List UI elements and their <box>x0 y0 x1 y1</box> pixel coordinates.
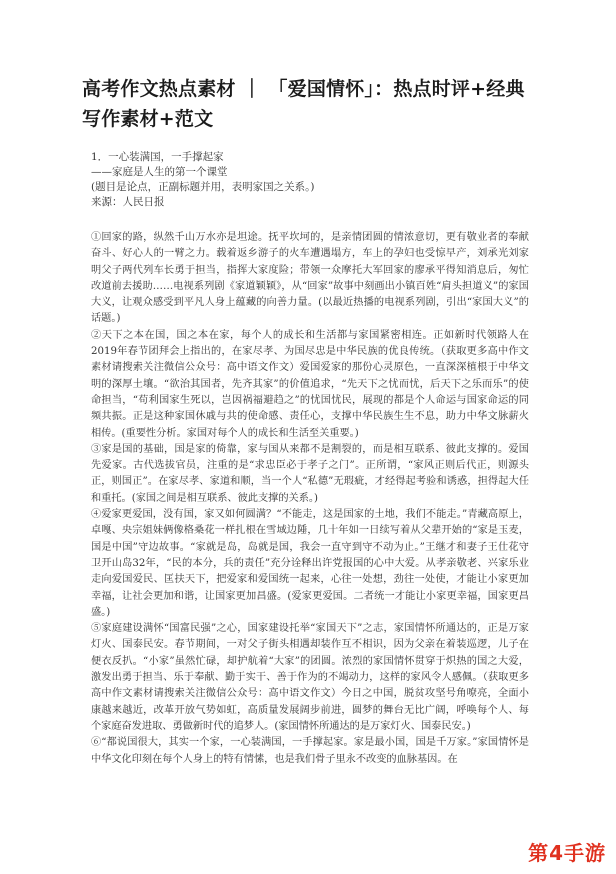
intro-subheading: ——家庭是人生的第一个课堂 <box>91 166 228 178</box>
intro-heading: 1．一心装满国，一手撑起家 <box>91 151 224 163</box>
paragraph-1: ①回家的路，纵然千山万水亦是坦途。抚平坎坷的，是亲情团圆的情浓意切，更有敬业者的奉献奋斗、好心人的一臂之力。载着返乡游子的火车遭遇塌方，车上的孕妇也受惊早产，刘承光刘家明父子两代列车长勇于担当，指挥大家度险；带领一众摩托大军回家的廖承平得知消息后，匆忙改道前去援助……电视系列剧《家道颖颖》，从“回家”故事中刻画出小镇百姓“肩头担道义”的家国大义，让观众感受到平凡人身上蕴藏的向善力量。(以最近热播的电视系列剧，引出“家国大义”的话题。) <box>91 232 529 325</box>
paragraph-2: ②天下之本在国，国之本在家，每个人的成长和生活都与家国紧密相连。正如新时代领路人在2019年春节团拜会上指出的，在家尽孝、为国尽忠是中华民族的优良传统。（获取更多高中作文素材请搜索关注微信公众号：高中语文作文）爱国爱家的那份心灵原色，一直深深植根于中华文明的深厚土壤。“欲治其国者，先齐其家”的价值追求，“先天下之忧而忧，后天下之乐而乐”的使命担当，“苟利国家生死以，岂因祸福避趋之”的忧国忧民，展现的都是个人命运与国家命运的同频共振。正是这种家国休戚与共的使命感、责任心，支撑中华民族生生不息，助力中华文脉薪火相传。(重要性分析。家国对每个人的成长和生活至关重要。) <box>91 329 529 439</box>
paragraph-5: ⑤家庭建设满怀“国富民强”之心，国家建设托举“家国天下”之志，家国情怀所通达的，正是万家灯火、国泰民安。春节期间，一对父子街头相遇却装作互不相识，因为父亲在着装巡逻，儿子在便衣反扒。“小家”虽然忙碌，却护航着“大家”的团圆。浓烈的家国情怀贯穿于炽热的国之大爱，激发出勇于担当、乐于奉献、勤于实干、善于作为的不竭动力，这样的家风令人感佩。（获取更多高中作文素材请搜索关注微信公众号：高中语文作文）今日之中国，脱贫攻坚号角嘹亮，全面小康越来越近，改革开放气势如虹，高质量发展阔步前进，圆梦的舞台无比广阔，呼唤每个人、每个家庭奋发进取、勇做新时代的追梦人。(家国情怀所通达的是万家灯火、国泰民安。) <box>91 623 529 732</box>
paragraph-6: ⑥“都说国很大，其实一个家，一心装满国，一手撑起家。家是最小国，国是千万家。”家国情怀是中华文化印刻在每个人身上的特有情愫，也是我们骨子里永不改变的血脉基因。在 <box>91 737 529 765</box>
article-body <box>91 230 529 768</box>
paragraph-3: ③家是国的基础，国是家的倚靠，家与国从来都不是割裂的，而是相互联系、彼此支撑的。爱国先爱家。古代选拔官员，注重的是“求忠臣必于孝子之门”。正所谓，“家风正则后代正，则源头正，则国正”。在家尽孝、家道和顺，当一个人“私德”无瑕疵，才经得起考验和诱惑，担得起大任和重托。(家国之间是相互联系、彼此支撑的关系。) <box>91 443 529 504</box>
paragraph-4: ④爱家更爱国，没有国，家又如何圆满？“不能走，这是国家的土地，我们不能走。”青藏高原上，卓嘎、央宗姐妹俩像格桑花一样扎根在雪域边陲，几十年如一日续写着从父辈开始的“家是玉麦，国是中国”守边故事。“家就是岛，岛就是国，我会一直守到守不动为止。”王继才和妻子王仕花守卫开山岛32年，“民的本分，兵的责任”充分诠释出许党报国的心中大爱。从孝亲敬老、兴家乐业走向爱国爱民、匡扶天下，把爱家和爱国统一起来，心往一处想，劲往一处使，才能让小家更加幸福，让社会更加和谐，让国家更加昌盛。(爱家更爱国。二者统一才能让小家更幸福，国家更昌盛。) <box>91 509 529 618</box>
page-title: 高考作文热点素材 ｜ 「爱国情怀」：热点时评+经典写作素材+范文 <box>82 78 525 130</box>
intro-source: 来源：人民日报 <box>91 196 165 208</box>
watermark-logo: 第4手游 <box>528 841 606 865</box>
intro-block <box>91 150 531 210</box>
intro-note: (题目是论点，正副标题并用，表明家国之关系。) <box>91 181 315 193</box>
